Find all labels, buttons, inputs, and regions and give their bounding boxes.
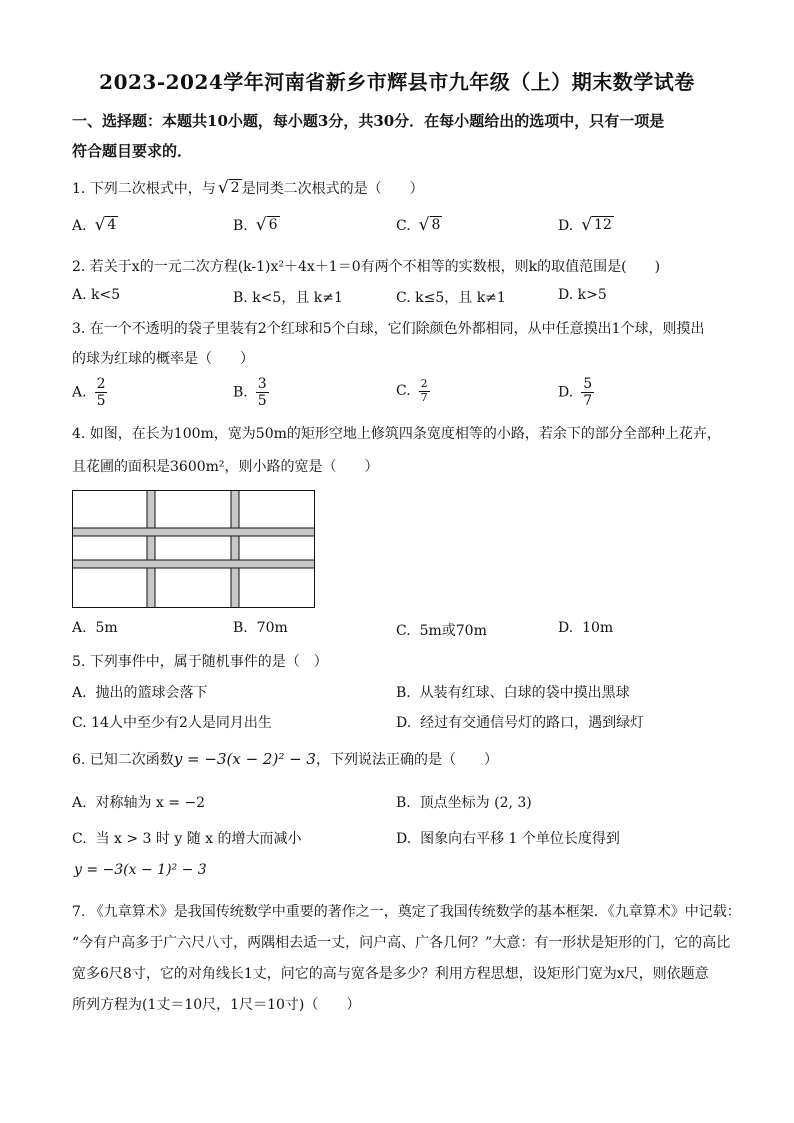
q4-option-d[interactable]	[558, 620, 613, 636]
option-text: 当 x > 3 时 y 随 x 的增大而减小	[95, 831, 302, 847]
fraction	[95, 376, 108, 409]
q6-option-d-formula: y = −3(x − 1)² − 3	[74, 862, 207, 878]
exam-title: 2023-2024学年河南省新乡市辉县市九年级（上）期末数学试卷	[99, 70, 695, 94]
denominator: 5	[96, 393, 106, 410]
numerator: 2	[96, 376, 106, 392]
fraction	[581, 376, 594, 409]
q6-stem-post: ，下列说法正确的是（ ）	[315, 752, 498, 768]
denominator: 7	[583, 393, 593, 410]
q2-option-b[interactable]	[233, 287, 343, 307]
numerator: 3	[257, 376, 267, 392]
q5-stem: 5. 下列事件中，属于随机事件的是（ ）	[72, 654, 328, 670]
horizontal-path-top	[73, 528, 315, 536]
q4-option-c[interactable]	[396, 620, 487, 640]
q1-sqrt: √ 2	[217, 178, 240, 198]
q7-stem-line2: “今有户高多于广六尺八寸，两隅相去适一丈，问户高、广各几何？”大意：有一形状是矩形的门，它的高比	[72, 935, 731, 951]
option-label: C.	[396, 217, 411, 234]
numerator: 5	[583, 376, 593, 392]
q1-stem-post: 是同类二次根式的是（ ）	[241, 181, 424, 197]
option-label: A.	[72, 384, 87, 401]
q1-option-b[interactable]	[233, 216, 280, 234]
option-label: D.	[558, 287, 574, 303]
sqrt-expression: √ 6	[255, 214, 278, 235]
sqrt-expression: √ 8	[418, 214, 441, 235]
radicand: 8	[431, 217, 441, 233]
q1-option-c[interactable]	[396, 216, 442, 234]
radicand: 12	[594, 217, 612, 233]
q2-option-c[interactable]	[396, 287, 506, 307]
option-label: B.	[396, 685, 411, 701]
option-text: 抛出的篮球会落下	[95, 685, 208, 701]
q3-stem-line1: 3. 在一个不透明的袋子里装有2个红球和5个白球，它们除颜色外都相同，从中任意摸出1个球，则摸出	[72, 321, 705, 337]
option-label: A.	[72, 287, 87, 303]
q7-stem-line4: 所列方程为(1丈＝10尺，1尺＝10寸)（ ）	[72, 997, 361, 1013]
option-text: 5m	[95, 620, 118, 636]
q5-option-b[interactable]	[396, 682, 630, 702]
q2-stem: 2. 若关于x的一元二次方程(k-1)x²＋4x＋1＝0有两个不相等的实数根，则k的取值范围是( )	[72, 259, 661, 275]
q6-formula: y = −3(x − 2)² − 3	[173, 750, 316, 768]
garden-path-figure	[72, 490, 315, 608]
option-label: D.	[558, 384, 574, 401]
q3-option-a[interactable]	[72, 376, 107, 409]
q1-radicand: 2	[230, 180, 240, 197]
q4-stem-line2: 且花圃的面积是3600m²，则小路的宽是（ ）	[72, 459, 379, 475]
option-text: 对称轴为 x = −2	[95, 795, 206, 811]
vertical-path-left	[147, 491, 155, 608]
q3-option-b[interactable]	[233, 376, 269, 409]
option-text: k>5	[577, 287, 607, 303]
q7-stem-line3: 宽多6尺8寸，它的对角线长1丈，问它的高与宽各是多少？利用方程思想，设矩形门宽为x尺，则依题意	[72, 966, 709, 982]
option-label: B.	[233, 217, 248, 234]
q6-option-a[interactable]	[72, 792, 205, 812]
horizontal-path-bottom	[73, 560, 315, 568]
option-text: 14人中至少有2人是同月出生	[91, 715, 272, 731]
section1-heading-line2: 符合题目要求的．	[72, 142, 193, 160]
option-text: 顶点坐标为 (2, 3)	[419, 795, 532, 811]
q3-option-c[interactable]	[396, 378, 430, 404]
section1-heading-line1: 一、选择题：本题共10小题，每小题3分，共30分．在每小题给出的选项中，只有一项是	[72, 112, 665, 130]
option-text: 70m	[256, 620, 288, 636]
option-text: 图象向右平移 1 个单位长度得到	[420, 831, 620, 847]
q3-option-d[interactable]	[558, 376, 594, 409]
radicand: 4	[107, 217, 117, 233]
q6-option-c[interactable]	[72, 828, 302, 848]
option-label: A.	[72, 217, 87, 234]
option-label: D.	[558, 217, 574, 234]
denominator: 5	[257, 393, 267, 410]
vertical-path-right	[231, 491, 239, 608]
option-text: 5m或70m	[419, 623, 487, 639]
fraction	[419, 378, 430, 404]
fraction	[256, 376, 269, 409]
option-text: k<5	[91, 287, 121, 303]
option-label: C.	[396, 290, 411, 306]
option-text: k<5，且 k≠1	[252, 290, 343, 306]
option-label: D.	[558, 620, 574, 636]
q1-option-a[interactable]	[72, 216, 118, 234]
q6-stem-pre: 6. 已知二次函数	[72, 752, 174, 768]
q6-stem	[72, 749, 498, 769]
q4-option-b[interactable]	[233, 620, 288, 636]
q4-option-a[interactable]	[72, 620, 118, 636]
option-label: C.	[396, 383, 411, 400]
path-crossing	[232, 561, 239, 568]
option-label: A.	[72, 795, 87, 811]
q6-option-d[interactable]	[396, 828, 620, 848]
q5-option-a[interactable]	[72, 682, 207, 702]
option-label: A.	[72, 685, 87, 701]
denominator: 7	[420, 390, 428, 404]
q1-option-d[interactable]	[558, 216, 614, 234]
path-crossing	[232, 529, 239, 536]
path-crossing	[148, 561, 155, 568]
radicand: 6	[268, 217, 278, 233]
sqrt-expression: √ 4	[94, 214, 117, 235]
option-label: B.	[396, 795, 411, 811]
q3-stem-line2: 的球为红球的概率是（ ）	[72, 351, 254, 367]
figure-outline	[73, 491, 315, 608]
option-text: k≤5，且 k≠1	[415, 290, 506, 306]
q6-option-b[interactable]	[396, 792, 532, 812]
option-label: C.	[396, 623, 411, 639]
option-text: 从装有红球、白球的袋中摸出黑球	[419, 685, 630, 701]
q5-option-d[interactable]	[396, 712, 644, 732]
option-label: B.	[233, 384, 248, 401]
q4-stem-line1: 4. 如图，在长为100m，宽为50m的矩形空地上修筑四条宽度相等的小路，若余下的部分全部种上花卉，	[72, 426, 721, 442]
q1-stem	[72, 178, 424, 198]
option-label: B.	[233, 290, 248, 306]
q7-stem-line1: 7. 《九章算术》是我国传统数学中重要的著作之一，奠定了我国传统数学的基本框架．《九章算术》中记载：	[72, 904, 741, 920]
q2-option-a[interactable]	[72, 287, 120, 303]
numerator: 2	[420, 377, 428, 390]
option-label: A.	[72, 620, 87, 636]
option-text: 经过有交通信号灯的路口，遇到绿灯	[420, 715, 645, 731]
path-crossing	[148, 529, 155, 536]
option-label: B.	[233, 620, 248, 636]
q1-stem-pre: 1. 下列二次根式中，与	[72, 181, 216, 197]
option-label: D.	[396, 715, 412, 731]
option-label: C.	[72, 715, 87, 731]
option-text: 10m	[582, 620, 614, 636]
option-label: C.	[72, 831, 87, 847]
sqrt-expression: √ 12	[581, 214, 612, 235]
option-label: D.	[396, 831, 412, 847]
q5-option-c[interactable]	[72, 712, 272, 732]
q2-option-d[interactable]	[558, 287, 607, 303]
